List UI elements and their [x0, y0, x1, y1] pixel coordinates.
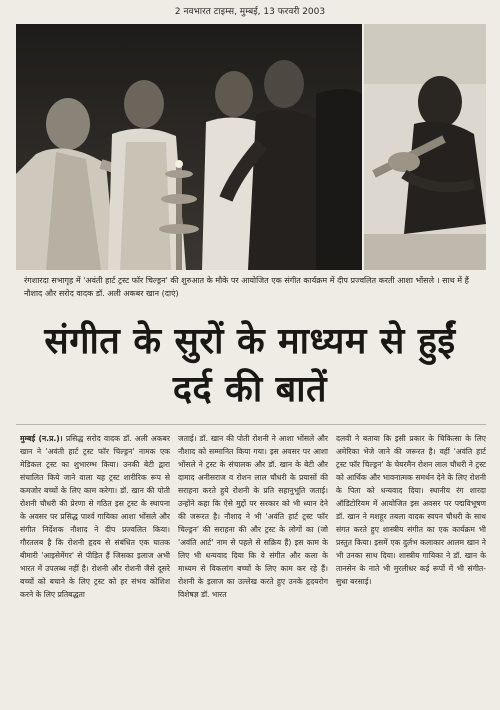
photo-lamp-lighting [16, 24, 362, 270]
headline: संगीत के सुरों के माध्यम से हुईं दर्द की बातें [44, 321, 456, 410]
masthead: 2 नवभारत टाइम्स, मुम्बई, 13 फरवरी 2003 [174, 7, 326, 17]
article-column-1 [20, 432, 170, 702]
column-3-text: दलवी ने बताया कि इसी प्रकार के चिकित्सा के लिए अमेरिका भेजे जाने की जरूरत है। वहीं 'अवंति हार्ट ट्रस्ट फॉर चिल्ड्रन' के चेयरमैन रोशन लाल चौधरी ने ट्रस्ट को आर्थिक और भावनात्मक समर्थन देने के लिए रोशनी के पिता को धन्यवाद दिया। स्थानीय रंग शारदा ऑडिटोरियम में आयोजित इस अवसर पर पद्मविभूषण डॉ. खान ने मशहूर तबला वादक स्वपन चौधरी के साथ संगत करते हुए शास्त्रीय संगीत का एक कार्यक्रम भी प्रस्तुत किया। इसमें एक दुर्लभ कलाकार आलम खान ने भी उनका साथ दिया। शास्त्रीय गायिका ने डॉ. खान के तानसेन के नाते भी मुरलीधर कई रूपों में भी संगीत-सुधा बरसाई। [336, 434, 486, 586]
photo-caption: रंगशारदा सभागृह में 'अवंती हार्ट ट्रस्ट फॉर चिल्ड्रन' की शुरुआत के मौके पर आयोजित एक संगीत कार्यक्रम में दीप प्रज्वलित करती आशा भोंसले । साथ में हैं नौशाद और सरोद वादक डॉ. अली अकबर खान (दाएं) [24, 276, 469, 298]
article-column-3 [336, 432, 486, 702]
article-column-2 [178, 432, 328, 702]
column-2-text: जताई। डॉ. खान की पोती रोशनी ने आशा भोंसले और नौशाद को सम्मानित किया गया। इस अवसर पर आशा भोंसले ने ट्रस्ट के संचालक और डॉ. खान के बेटी और दामाद अनीसराज व रोशन लाल चौधरी के प्रयासों की सराहना करते हुये रोशनी के प्रति सहानुभूति जताई। उन्होंने कहा कि ऐसे मुद्दों पर सरकार को भी ध्यान देने की जरूरत है। नौशाद ने भी 'अवंति हार्ट ट्रस्ट फॉर चिल्ड्रन' की सराहना की और ट्रस्ट के लोगों का (जो 'अवंति आर्ट' नाम से पहले से सक्रिय हैं) इस काम के लिए भी धन्यवाद दिया कि वे संगीत और कला के माध्यम से विकलांग बच्चों के लिए काम कर रहे हैं। रोशनी के इलाज का उल्लेख करते हुए उनके हृदयरोग विशेषज्ञ डॉ. भारत [178, 434, 328, 599]
photo-sarod-player-image [364, 24, 486, 270]
divider [16, 424, 486, 425]
photo-sarod-player [364, 24, 486, 270]
column-1-text: प्रसिद्ध सरोद वादक डॉ. अली अकबर खान ने 'अवंती हार्ट ट्रस्ट फॉर चिल्ड्रन' नामक एक मेडिकल ट्रस्ट का शुभारम्भ किया। उनकी बेटी द्वारा संचालित किये जाने वाला यह ट्रस्ट शारीरिक रूप से कमजोर बच्चों के लिए काम करेगा। डॉ. खान की पोती रोशनी चौधरी की प्रेरणा से गठित इस ट्रस्ट के स्थापना के अवसर पर प्रसिद्ध पार्श्व गायिका आशा भोंसले और संगीत निर्देशक नौशाद ने दीप प्रज्वलित किया। गौरतलब है कि रोशनी हृदय से संबंधित एक घातक बीमारी 'आइसेमेंगर' से पीड़ित हैं जिसका इलाज अभी भारत में उपलब्ध नहीं है। रोशनी और रोशनी जैसे दूसरे बच्चों को बचाने के लिए ट्रस्ट को हर संभव कोशिश करने के लिए प्रतिबद्धता [20, 434, 170, 599]
photo-lamp-lighting-image [16, 24, 362, 270]
dateline: मुम्बई (न.प्र.)। [20, 434, 63, 443]
